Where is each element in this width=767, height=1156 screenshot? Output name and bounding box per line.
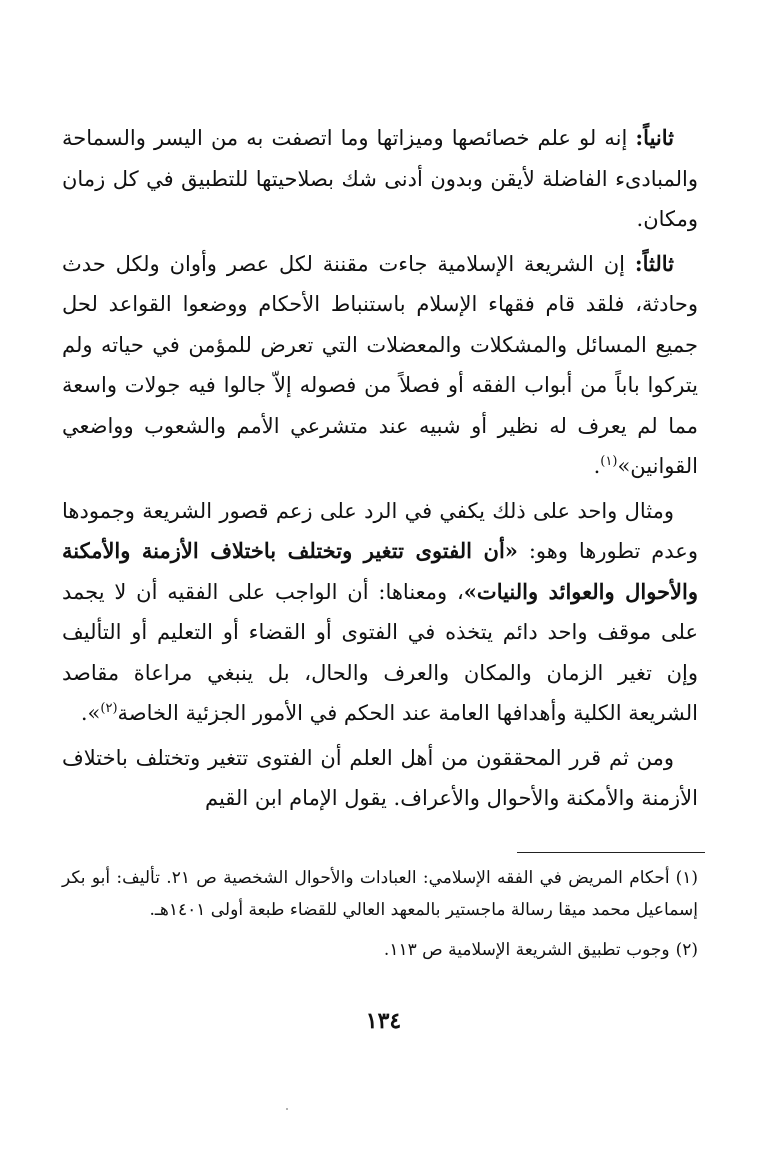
paragraph-secondly xyxy=(62,118,698,240)
page-number: ١٣٤ xyxy=(365,1008,402,1034)
main-text xyxy=(62,118,698,823)
paragraph-scholars xyxy=(62,738,698,819)
paragraph-text: إن الشريعة الإسلامية جاءت مقننة لكل عصر وأوان ولكل حدث وحادثة، فلقد قام فقهاء الإسلام باستنباط الأحكام ووضعوا القواعد لحل جميع المسائل والمشكلات والمعضلات التي تعرض للمؤمن في حياته ولم يتركوا باباً من أبواب الفقه أو فصلاً من فصوله إلاّ جالوا فيه جولات واسعة مما لم يعرف له نظير أو شبيه عند متشرعي الأمم والشعوب وواضعي القوانين» xyxy=(62,251,698,478)
paragraph-example xyxy=(62,491,698,734)
quoted-rule: «أن الفتوى تتغير وتختلف باختلاف الأزمنة والأمكنة والأحوال والعوائد والنيات» xyxy=(62,538,698,604)
footnote-number: (٢) xyxy=(675,940,698,960)
paragraph-text-before: ومثال واحد على ذلك يكفي في الرد على زعم قصور الشريعة وجمودها وعدم تطورها وهو: xyxy=(62,498,698,563)
paragraph-lead: ثانياً: xyxy=(635,125,674,150)
scan-speck xyxy=(286,1108,288,1110)
footnote-2 xyxy=(62,934,698,966)
footnote-ref-1[interactable]: (١) xyxy=(600,454,618,469)
footnote-ref-2[interactable]: (٢) xyxy=(100,701,118,716)
paragraph-text: ومن ثم قرر المحققون من أهل العلم أن الفتوى تتغير وتختلف باختلاف الأزمنة والأمكنة والأحوال والأعراف. يقول الإمام ابن القيم xyxy=(62,745,698,810)
paragraph-thirdly xyxy=(62,244,698,487)
paragraph-tail: ». xyxy=(80,701,101,725)
paragraph-lead: ثالثاً: xyxy=(634,250,674,276)
paragraph-tail: . xyxy=(593,454,601,478)
footnote-text: وجوب تطبيق الشريعة الإسلامية ص ١١٣. xyxy=(383,940,670,960)
paragraph-text: إنه لو علم خصائصها وميزاتها وما اتصفت به من اليسر والسماحة والمبادىء الفاضلة لأيقن وبدون أدنى شك بصلاحيتها للتطبيق في كل زمان ومكان. xyxy=(62,126,698,231)
paragraph-text-after: ، ومعناها: أن الواجب على الفقيه أن لا يجمد على موقف واحد دائم يتخذه في الفتوى أو القضاء أو التعليم أو التأليف وإن تغير الزمان والمكان والعرف والحال، بل ينبغي مراعاة مقاصد الشريعة الكلية وأهدافها العامة عند الحكم في الأمور الجزئية الخاصة xyxy=(62,579,698,725)
footnote-divider xyxy=(517,852,705,853)
footnote-text: أحكام المريض في الفقه الإسلامي: العبادات والأحوال الشخصية ص ٢١. تأليف: أبو بكر إسماعيل محمد ميقا رسالة ماجستير بالمعهد العالي للقضاء طبعة أولى ١٤٠١هـ. xyxy=(62,868,698,920)
footnote-number: (١) xyxy=(675,868,698,888)
footnote-1 xyxy=(62,862,698,926)
footnotes xyxy=(62,862,698,974)
